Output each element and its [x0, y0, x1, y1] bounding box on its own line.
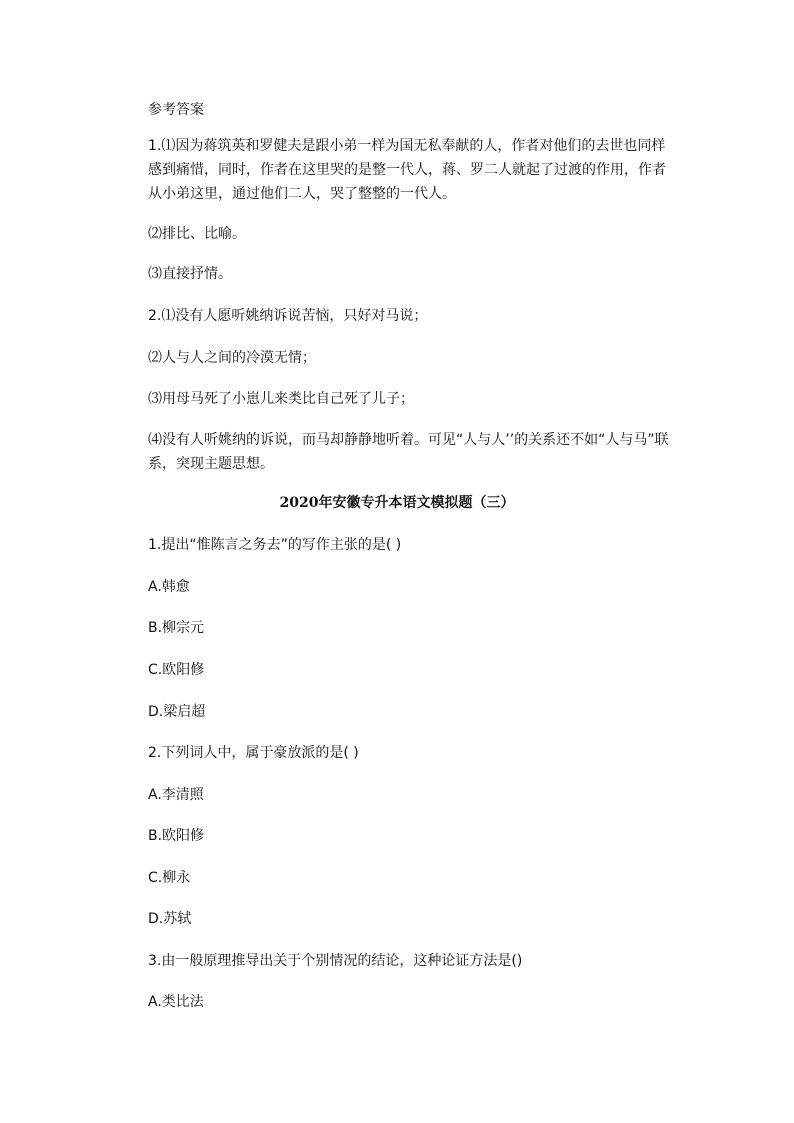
answer-2-part-2: ⑵人与人之间的冷漠无情；: [148, 350, 316, 366]
exam-title: 2020年安徽专升本语文模拟题（三）: [279, 495, 515, 511]
answer-1-part-3: ⑶直接抒情。: [148, 266, 232, 282]
question-3: 3.由一般原理推导出关于个别情况的结论，这种论证方法是(): [148, 953, 523, 969]
answer-2-part-3: ⑶用母马死了小崽儿来类比自己死了儿子；: [148, 391, 414, 407]
answer-1-part-2: ⑵排比、比喻。: [148, 226, 246, 242]
question-1-option-d: D.梁启超: [148, 704, 206, 720]
question-2-option-b: B.欧阳修: [148, 828, 205, 844]
question-2-option-c: C.柳永: [148, 870, 191, 886]
question-1-option-c: C.欧阳修: [148, 662, 205, 678]
question-2-option-d: D.苏轼: [148, 911, 192, 927]
answers-heading: 参考答案: [148, 102, 204, 118]
answer-2-part-4: ⑷没有人听姚纳的诉说，而马却静静地听着。可见“人与人’’的关系还不如“人与马”联系，突现主题思想。: [148, 432, 669, 472]
answer-2-part-1: 2.⑴没有人愿听姚纳诉说苦恼，只好对马说；: [148, 308, 428, 324]
question-2: 2.下列词人中，属于豪放派的是( ): [148, 745, 359, 761]
question-1: 1.提出“惟陈言之务去”的写作主张的是( ): [148, 537, 402, 553]
question-2-option-a: A.李清照: [148, 787, 204, 803]
question-3-option-a: A.类比法: [148, 994, 204, 1010]
answer-1-part-1: 1.⑴因为蒋筑英和罗健夫是跟小弟一样为国无私奉献的人，作者对他们的去世也同样感到痛惜，同时，作者在这里哭的是整一代人，蒋、罗二人就起了过渡的作用，作者从小弟这里，通过他们二人，哭了整整的一代人。: [148, 138, 666, 202]
question-1-option-a: A.韩愈: [148, 579, 190, 595]
question-1-option-b: B.柳宗元: [148, 620, 205, 636]
